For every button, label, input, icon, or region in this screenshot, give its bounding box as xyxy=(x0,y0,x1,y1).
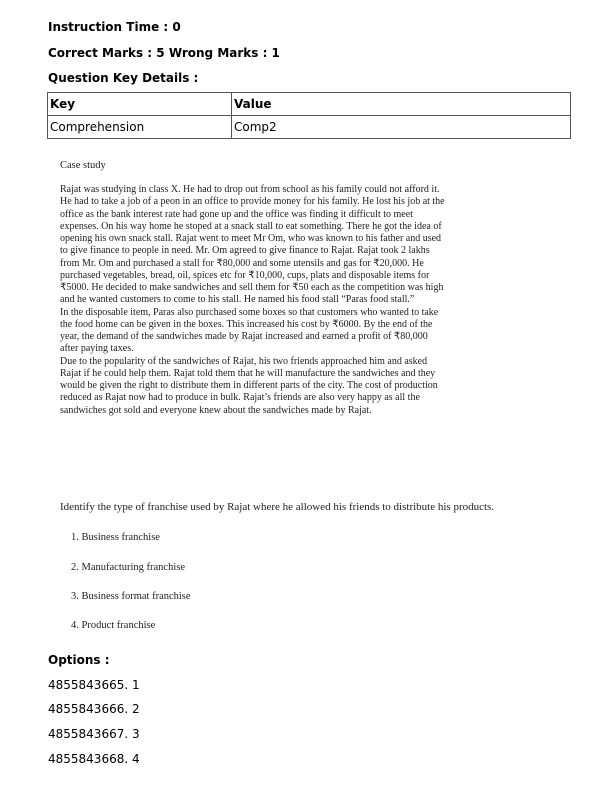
case-paragraph: In the disposable item, Paras also purchased some boxes so that customers who wanted to take the food home can be given in the boxes. This increased his cost by ₹6000. By the end of the year, the demand of the sandwiches made by Rajat increased and earned a profit of ₹80,000 after paying taxes. xyxy=(60,306,439,355)
key-details-heading: Question Key Details : xyxy=(48,71,199,85)
key-cell: Comprehension xyxy=(48,116,232,139)
key-column-header: Key xyxy=(48,93,232,116)
option-item: 4855843665. 1 xyxy=(48,678,140,692)
choice-item: 2. Manufacturing franchise xyxy=(71,562,185,573)
instruction-time: Instruction Time : 0 xyxy=(48,20,181,34)
table-row xyxy=(48,116,571,139)
case-study-title: Case study xyxy=(60,160,106,171)
marks-info: Correct Marks : 5 Wrong Marks : 1 xyxy=(48,46,280,60)
question-text: Identify the type of franchise used by Rajat where he allowed his friends to distribute his products. xyxy=(60,501,495,513)
choice-item: 1. Business franchise xyxy=(71,532,160,543)
value-column-header: Value xyxy=(232,93,571,116)
table-header-row xyxy=(48,93,571,116)
choice-item: 4. Product franchise xyxy=(71,620,156,631)
option-item: 4855843667. 3 xyxy=(48,727,140,741)
option-item: 4855843666. 2 xyxy=(48,702,140,716)
options-heading: Options : xyxy=(48,653,110,667)
case-paragraph: Rajat was studying in class X. He had to drop out from school as his family could not afford it. He had to take a job of a peon in an office to provide money for his family. He lost his job at the office as the bank interest rate had gone up and the office was finding it difficult to meet expenses. On his way home he stoped at a snack stall to eat something. There he got the idea of opening his own snack stall. Rajat went to meet Mr Om, who was known to his father and used to give finance to people in need. Mr. Om agreed to give finance to Rajat. Rajat took 2 lakhs from Mr. Om and purchased a stall for ₹80,000 and some utensils and gas for ₹20,000. He purchased vegetables, bread, oil, spices etc for ₹10,000, cups, plats and disposable items for ₹5000. He decided to make sandwiches and sell them for ₹50 each as the competition was high and he wanted customers to come to his stall. He named his food stall “Paras food stall.” xyxy=(60,184,445,306)
option-item: 4855843668. 4 xyxy=(48,752,140,766)
key-value-table xyxy=(47,92,571,139)
value-cell: Comp2 xyxy=(232,116,571,139)
choice-item: 3. Business format franchise xyxy=(71,591,191,602)
case-paragraph: Due to the popularity of the sandwiches of Rajat, his two friends approached him and asked Rajat if he could help them. Rajat told them that he will manufacture the sandwiches and they would be given the right to distribute them in different parts of the city. The cost of production reduced as Rajat now had to produce in bulk. Rajat’s friends are also very happy as all the sandwiches got sold and everyone knew about the sandwiches made by Rajat. xyxy=(60,355,438,416)
case-study-text xyxy=(60,184,445,417)
